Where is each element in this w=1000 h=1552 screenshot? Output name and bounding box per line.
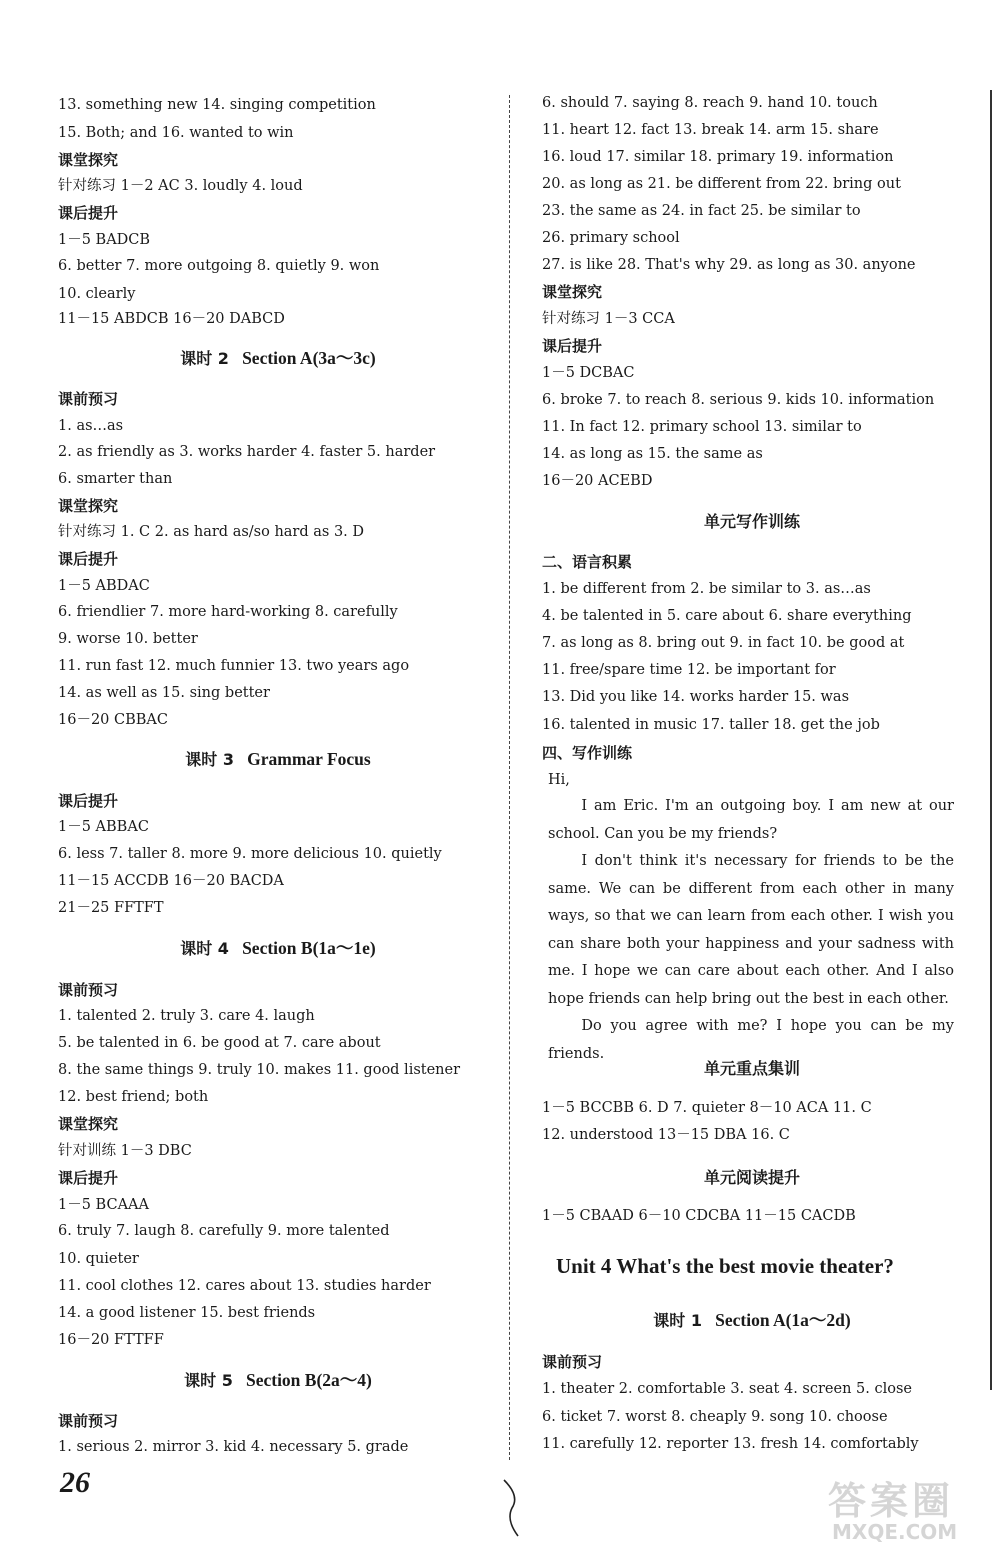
section-label: 四、写作训练 bbox=[542, 744, 633, 762]
lesson-heading: 课时 3 Grammar Focus bbox=[185, 749, 371, 769]
answer-line: 16. talented in music 17. taller 18. get the job bbox=[542, 717, 880, 733]
lesson-heading: 课时 4 Section B(1a～1e) bbox=[180, 938, 376, 958]
lesson-heading: 课时 2 Section A(3a～3c) bbox=[180, 348, 376, 368]
sample-essay bbox=[548, 793, 954, 1068]
section-label: 课前预习 bbox=[58, 1412, 119, 1430]
essay-paragraph: I am Eric. I'm an outgoing boy. I am new at our school. Can you be my friends? bbox=[548, 798, 954, 842]
section-label: 课堂探究 bbox=[58, 497, 119, 515]
answer-line: 10. clearly bbox=[58, 286, 136, 302]
answer-line: 6. smarter than bbox=[58, 471, 173, 487]
answer-line: 1－5 ABDAC bbox=[58, 578, 150, 594]
answer-line: 6. less 7. taller 8. more 9. more delicious 10. quietly bbox=[58, 846, 442, 862]
answer-line: 12. best friend; both bbox=[58, 1089, 209, 1105]
answer-line: 1. as…as bbox=[58, 418, 124, 434]
answer-line: 14. as long as 15. the same as bbox=[542, 446, 763, 462]
answer-line: 12. understood 13－15 DBA 16. C bbox=[542, 1127, 790, 1143]
answer-line: 8. the same things 9. truly 10. makes 11. good listener bbox=[58, 1062, 461, 1078]
answer-line: 5. be talented in 6. be good at 7. care about bbox=[58, 1035, 381, 1051]
answer-line: 27. is like 28. That's why 29. as long as 30. anyone bbox=[542, 257, 916, 273]
section-label: 课后提升 bbox=[58, 550, 119, 568]
section-heading: 单元重点集训 bbox=[703, 1059, 800, 1078]
answer-line: 1－5 ABBAC bbox=[58, 819, 149, 835]
section-label: 课前预习 bbox=[58, 390, 119, 408]
section-label: 课后提升 bbox=[58, 204, 119, 222]
answer-line: 11－15 ACCDB 16－20 BACDA bbox=[58, 873, 284, 889]
lesson-heading: 课时 5 Section B(2a～4) bbox=[184, 1370, 372, 1390]
answer-line: 14. as well as 15. sing better bbox=[58, 685, 270, 701]
section-label: 课堂探究 bbox=[58, 1115, 119, 1133]
answer-line: 11－15 ABDCB 16－20 DABCD bbox=[58, 311, 285, 327]
answer-line: 针对训练 1－3 DBC bbox=[58, 1143, 192, 1159]
answer-line: 11. carefully 12. reporter 13. fresh 14. comfortably bbox=[542, 1436, 919, 1452]
letter-greeting: Hi, bbox=[548, 772, 570, 788]
answer-line: 6. better 7. more outgoing 8. quietly 9. won bbox=[58, 258, 380, 274]
answer-line: 21－25 FFTFT bbox=[58, 900, 164, 916]
answer-line: 1. theater 2. comfortable 3. seat 4. screen 5. close bbox=[542, 1381, 912, 1397]
answer-line: 11. cool clothes 12. cares about 13. studies harder bbox=[58, 1278, 431, 1294]
answer-line: 4. be talented in 5. care about 6. share everything bbox=[542, 608, 912, 624]
watermark-logo bbox=[820, 1470, 996, 1548]
answer-line: 1－5 DCBAC bbox=[542, 365, 635, 381]
answer-line: 7. as long as 8. bring out 9. in fact 10. be good at bbox=[542, 635, 905, 651]
answer-line: 6. friendlier 7. more hard-working 8. carefully bbox=[58, 604, 398, 620]
section-label: 课前预习 bbox=[58, 981, 119, 999]
answer-line: 20. as long as 21. be different from 22. bring out bbox=[542, 176, 901, 192]
answer-line: 1－5 CBAAD 6－10 CDCBA 11－15 CACDB bbox=[542, 1208, 856, 1224]
answer-line: 11. heart 12. fact 13. break 14. arm 15. share bbox=[542, 122, 879, 138]
answer-line: 23. the same as 24. in fact 25. be similar to bbox=[542, 203, 861, 219]
answer-line: 1－5 BADCB bbox=[58, 232, 151, 248]
answer-line: 1. talented 2. truly 3. care 4. laugh bbox=[58, 1008, 315, 1024]
answer-line: 10. quieter bbox=[58, 1251, 139, 1267]
lesson-heading: 课时 1 Section A(1a～2d) bbox=[653, 1310, 851, 1330]
answer-line: 2. as friendly as 3. works harder 4. faster 5. harder bbox=[58, 444, 436, 460]
answer-line: 6. ticket 7. worst 8. cheaply 9. song 10. choose bbox=[542, 1409, 888, 1425]
section-label: 课堂探究 bbox=[542, 283, 603, 301]
answer-line: 16. loud 17. similar 18. primary 19. information bbox=[542, 149, 894, 165]
section-label: 二、语言积累 bbox=[542, 553, 633, 571]
page-edge-line bbox=[990, 90, 992, 1390]
fold-mark bbox=[498, 1478, 528, 1538]
answer-line: 9. worse 10. better bbox=[58, 631, 198, 647]
answer-line: 针对练习 1－2 AC 3. loudly 4. loud bbox=[58, 178, 303, 194]
section-heading: 单元写作训练 bbox=[703, 512, 800, 531]
page-number: 26 bbox=[60, 1466, 90, 1499]
answer-line: 15. Both; and 16. wanted to win bbox=[58, 125, 294, 141]
answer-line: 1. be different from 2. be similar to 3. as…as bbox=[542, 581, 871, 597]
answer-line: 1－5 BCCBB 6. D 7. quieter 8－10 ACA 11. C bbox=[542, 1100, 872, 1116]
section-label: 课后提升 bbox=[58, 792, 119, 810]
section-heading: 单元阅读提升 bbox=[703, 1168, 800, 1187]
answer-line: 1－5 BCAAA bbox=[58, 1197, 149, 1213]
answer-line: 针对练习 1. C 2. as hard as/so hard as 3. D bbox=[58, 524, 365, 540]
unit-title: Unit 4 What's the best movie theater? bbox=[556, 1254, 894, 1278]
answer-line: 11. run fast 12. much funnier 13. two years ago bbox=[58, 658, 410, 674]
answer-line: 16－20 CBBAC bbox=[58, 712, 168, 728]
essay-paragraph: I don't think it's necessary for friends to be the same. We can be different from each other in many ways, so that we can learn from each other. I wish you can share both your happiness and your sadness with me. I hope we can care about each other. And I also hope friends can help bring out the best in each other. bbox=[548, 853, 954, 1007]
answer-line: 6. truly 7. laugh 8. carefully 9. more talented bbox=[58, 1223, 390, 1239]
answer-line: 16－20 FTTFF bbox=[58, 1332, 164, 1348]
watermark-url: MXQE.COM bbox=[832, 1520, 958, 1544]
answer-line: 6. broke 7. to reach 8. serious 9. kids 10. information bbox=[542, 392, 935, 408]
section-label: 课后提升 bbox=[58, 1169, 119, 1187]
answer-line: 11. free/spare time 12. be important for bbox=[542, 662, 836, 678]
answer-line: 11. In fact 12. primary school 13. similar to bbox=[542, 419, 862, 435]
section-label: 课前预习 bbox=[542, 1353, 603, 1371]
answer-line: 16－20 ACEBD bbox=[542, 473, 653, 489]
column-divider bbox=[509, 95, 510, 1460]
answer-line: 针对练习 1－3 CCA bbox=[542, 311, 675, 327]
section-label: 课堂探究 bbox=[58, 151, 119, 169]
section-label: 课后提升 bbox=[542, 337, 603, 355]
answer-line: 13. something new 14. singing competition bbox=[58, 97, 376, 113]
watermark-text: 答案圈 bbox=[828, 1479, 955, 1523]
essay-paragraph: Do you agree with me? I hope you can be my friends. bbox=[548, 1018, 954, 1062]
answer-line: 1. serious 2. mirror 3. kid 4. necessary 5. grade bbox=[58, 1439, 409, 1455]
answer-line: 6. should 7. saying 8. reach 9. hand 10. touch bbox=[542, 95, 878, 111]
answer-line: 14. a good listener 15. best friends bbox=[58, 1305, 316, 1321]
answer-line: 26. primary school bbox=[542, 230, 680, 246]
answer-line: 13. Did you like 14. works harder 15. was bbox=[542, 689, 850, 705]
